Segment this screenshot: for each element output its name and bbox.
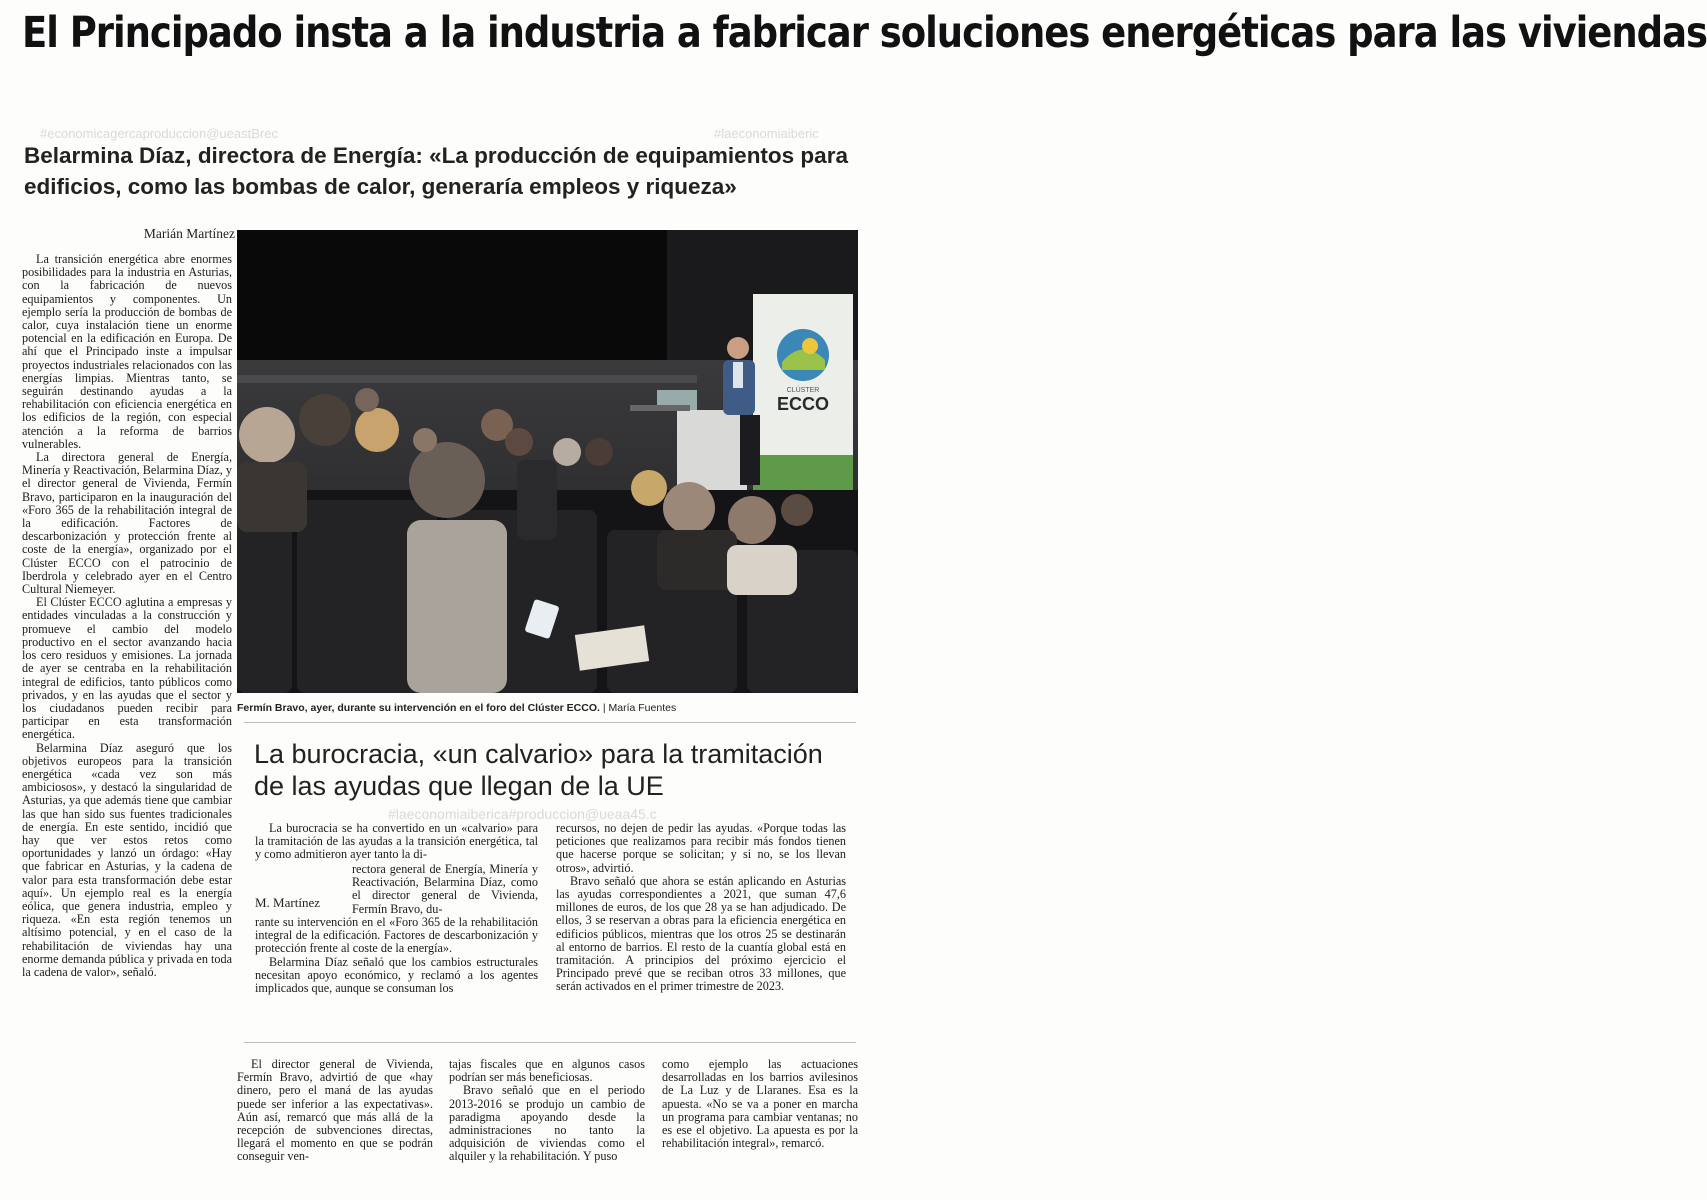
sidebar-paragraph: recursos, no dejen de pedir las ayudas. «Porque todas las peticiones que realizamos para recibir más fondos tienen que hacerse porque se solicitan; y si no, se los llevan otros», advirtió. — [556, 821, 846, 875]
sidebar-column-2 — [556, 822, 846, 994]
article-paragraph: La transición energética abre enormes posibilidades para la industria en Asturias, con la fabricación de nuevos equipamientos y componentes. Un ejemplo sería la producción de bombas de calor, cuya instalación tiene un enorme potencial en la edificación en Europa. De ahí que el Principado inste a impulsar proyectos industriales relacionados con las energías limpias. Mientras tanto, se seguirán destinando ayudas a la rehabilitación con eficiencia energética en los edificios de la región, con especial atención a la reforma de barrios vulnerables. — [22, 252, 232, 451]
divider — [244, 722, 856, 723]
sidebar-paragraph: rante su intervención en el «Foro 365 de la rehabilitación integral de la edificación. Factores de descarbonización y protección frente al coste de la energía». — [255, 915, 538, 956]
bottom-column-2 — [449, 1058, 645, 1164]
sidebar-paragraph: Bravo señaló que ahora se están aplicando en Asturias las ayudas correspondientes a 2021, que suman 47,6 millones de euros, de los que 28 ya se han adjudicado. De ellos, 3 se reservan a obras para la eficiencia energética en edificios públicos, mientras que los otros 25 se destinarán al entorno de barrios. El resto de la cuantía global está en tramitación. A principios del próximo ejercicio el Principado prevé que se reciban otros 33 millones, que serán activados en el primer trimestre de 2023. — [556, 873, 846, 994]
byline: Marián Martínez — [143, 226, 235, 241]
article-paragraph: El Clúster ECCO aglutina a empresas y entidades vinculadas a la construcción y promueve el cambio del modelo productivo en el sector avanzando hacia los cero residuos y emisiones. La jornada de ayer se centraba en la rehabilitación integral de edificios, tanto públicos como privados, y en las ayudas que el sector y los ciudadanos pueden recibir para participar en esta transformación energética. — [22, 595, 232, 742]
article-paragraph: El director general de Vivienda, Fermín Bravo, advirtió de que «hay dinero, pero el maná de las ayudas puede ser inferior a las expectativas». Aún así, remarcó que más allá de la recepción de subvenciones directas, llegará el momento en que se podrán conseguir ven- — [237, 1057, 433, 1164]
article-paragraph: La directora general de Energía, Minería y Reactivación, Belarmina Díaz, y el director general de Vivienda, Fermín Bravo, participaron en la inauguración del «Foro 365 de la rehabilitación integral de la edificación. Factores de descarbonización y protección frente al coste de la energía», organizado por el Clúster ECCO con el patrocinio de Iberdrola y celebrado ayer en el Centro Cultural Niemeyer. — [22, 450, 232, 597]
sidebar-column-1-wrap — [352, 863, 538, 916]
article-paragraph: como ejemplo las actuaciones desarrolladas en los barrios avilesinos de La Luz y de Llaranes. Esa es la apuesta. «No se va a poner en marcha un programa para cambiar ventanas; no es ese el objetivo. La apuesta es por la rehabilitación integral», remarcó. — [662, 1057, 858, 1151]
bottom-column-1 — [237, 1058, 433, 1164]
sidebar-byline: M. Martínez — [255, 895, 320, 910]
subheadline: Belarmina Díaz, directora de Energía: «La producción de equipamientos para edificios, como las bombas de calor, generaría empleos y riqueza» — [24, 143, 848, 199]
caption-text: Fermín Bravo, ayer, durante su intervención en el foro del Clúster ECCO. — [237, 702, 600, 714]
sidebar-paragraph: Belarmina Díaz señaló que los cambios estructurales necesitan apoyo económico, y reclamó a los agentes implicados que, aunque se consuman los — [255, 954, 538, 996]
conference-scene — [237, 230, 858, 693]
article-paragraph: tajas fiscales que en algunos casos podrían ser más beneficiosas. — [449, 1057, 645, 1085]
bottom-column-3 — [662, 1058, 858, 1150]
article-photo — [237, 230, 858, 693]
article-paragraph: Bravo señaló que en el periodo 2013-2016 se produjo un cambio de paradigma apoyando desde la administraciones no tanto la adquisición de viviendas como el alquiler y la rehabilitación. Y puso — [449, 1083, 645, 1164]
sidebar-paragraph: rectora general de Energía, Minería y Reactivación, Belarmina Díaz, como el director general de Vivienda, Fermín Bravo, du- — [352, 862, 538, 916]
article-paragraph: Belarmina Díaz aseguró que los objetivos europeos para la transición energética «cada vez son más ambiciosos», y destacó la singularidad de Asturias, ya que además tiene que cambiar las que han sido sus fuentes tradicionales de energía. En este sentido, incidió que hay que ver estos retos como oportunidades y lanzó un órdago: «Hay que fabricar en Asturias, y la cadena de valor para esta transformación debe estar aquí». Un ejemplo real es la energía eólica, que genera industria, empleo y riqueza. «En esta región tenemos un altísimo potencial, y en el caso de la rehabilitación de viviendas hay una enorme demanda pública y privada en toda la cadena de valor», señaló. — [22, 740, 232, 979]
sidebar-title: La burocracia, «un calvario» para la tramitación de las ayudas que llegan de la UE — [254, 739, 823, 801]
banner-brand-text: ECCO — [776, 394, 830, 414]
sidebar-paragraph: La burocracia se ha convertido en un «calvario» para la tramitación de las ayudas a la transición energética, tal y como admitieron ayer tanto la di- — [255, 821, 538, 862]
watermark-sidebar: #laeconomiaiberica#produccion@ueaa45.c — [388, 806, 657, 822]
photo-credit: | María Fuentes — [602, 702, 677, 714]
watermark-top-right: #laeconomiaiberic — [714, 126, 819, 141]
headline: El Principado insta a la industria a fabricar soluciones energéticas para las viviendas — [22, 8, 1707, 58]
main-article-column — [22, 253, 232, 979]
sidebar-column-1-top — [255, 822, 538, 862]
photo-caption — [237, 702, 858, 714]
banner-small-text: CLÚSTER — [786, 387, 820, 394]
speaker — [727, 337, 749, 359]
sidebar-column-1-rest — [255, 916, 538, 995]
divider — [244, 1042, 856, 1043]
watermark-top-left: #economicagercaproduccion@ueastBrec — [40, 126, 278, 141]
